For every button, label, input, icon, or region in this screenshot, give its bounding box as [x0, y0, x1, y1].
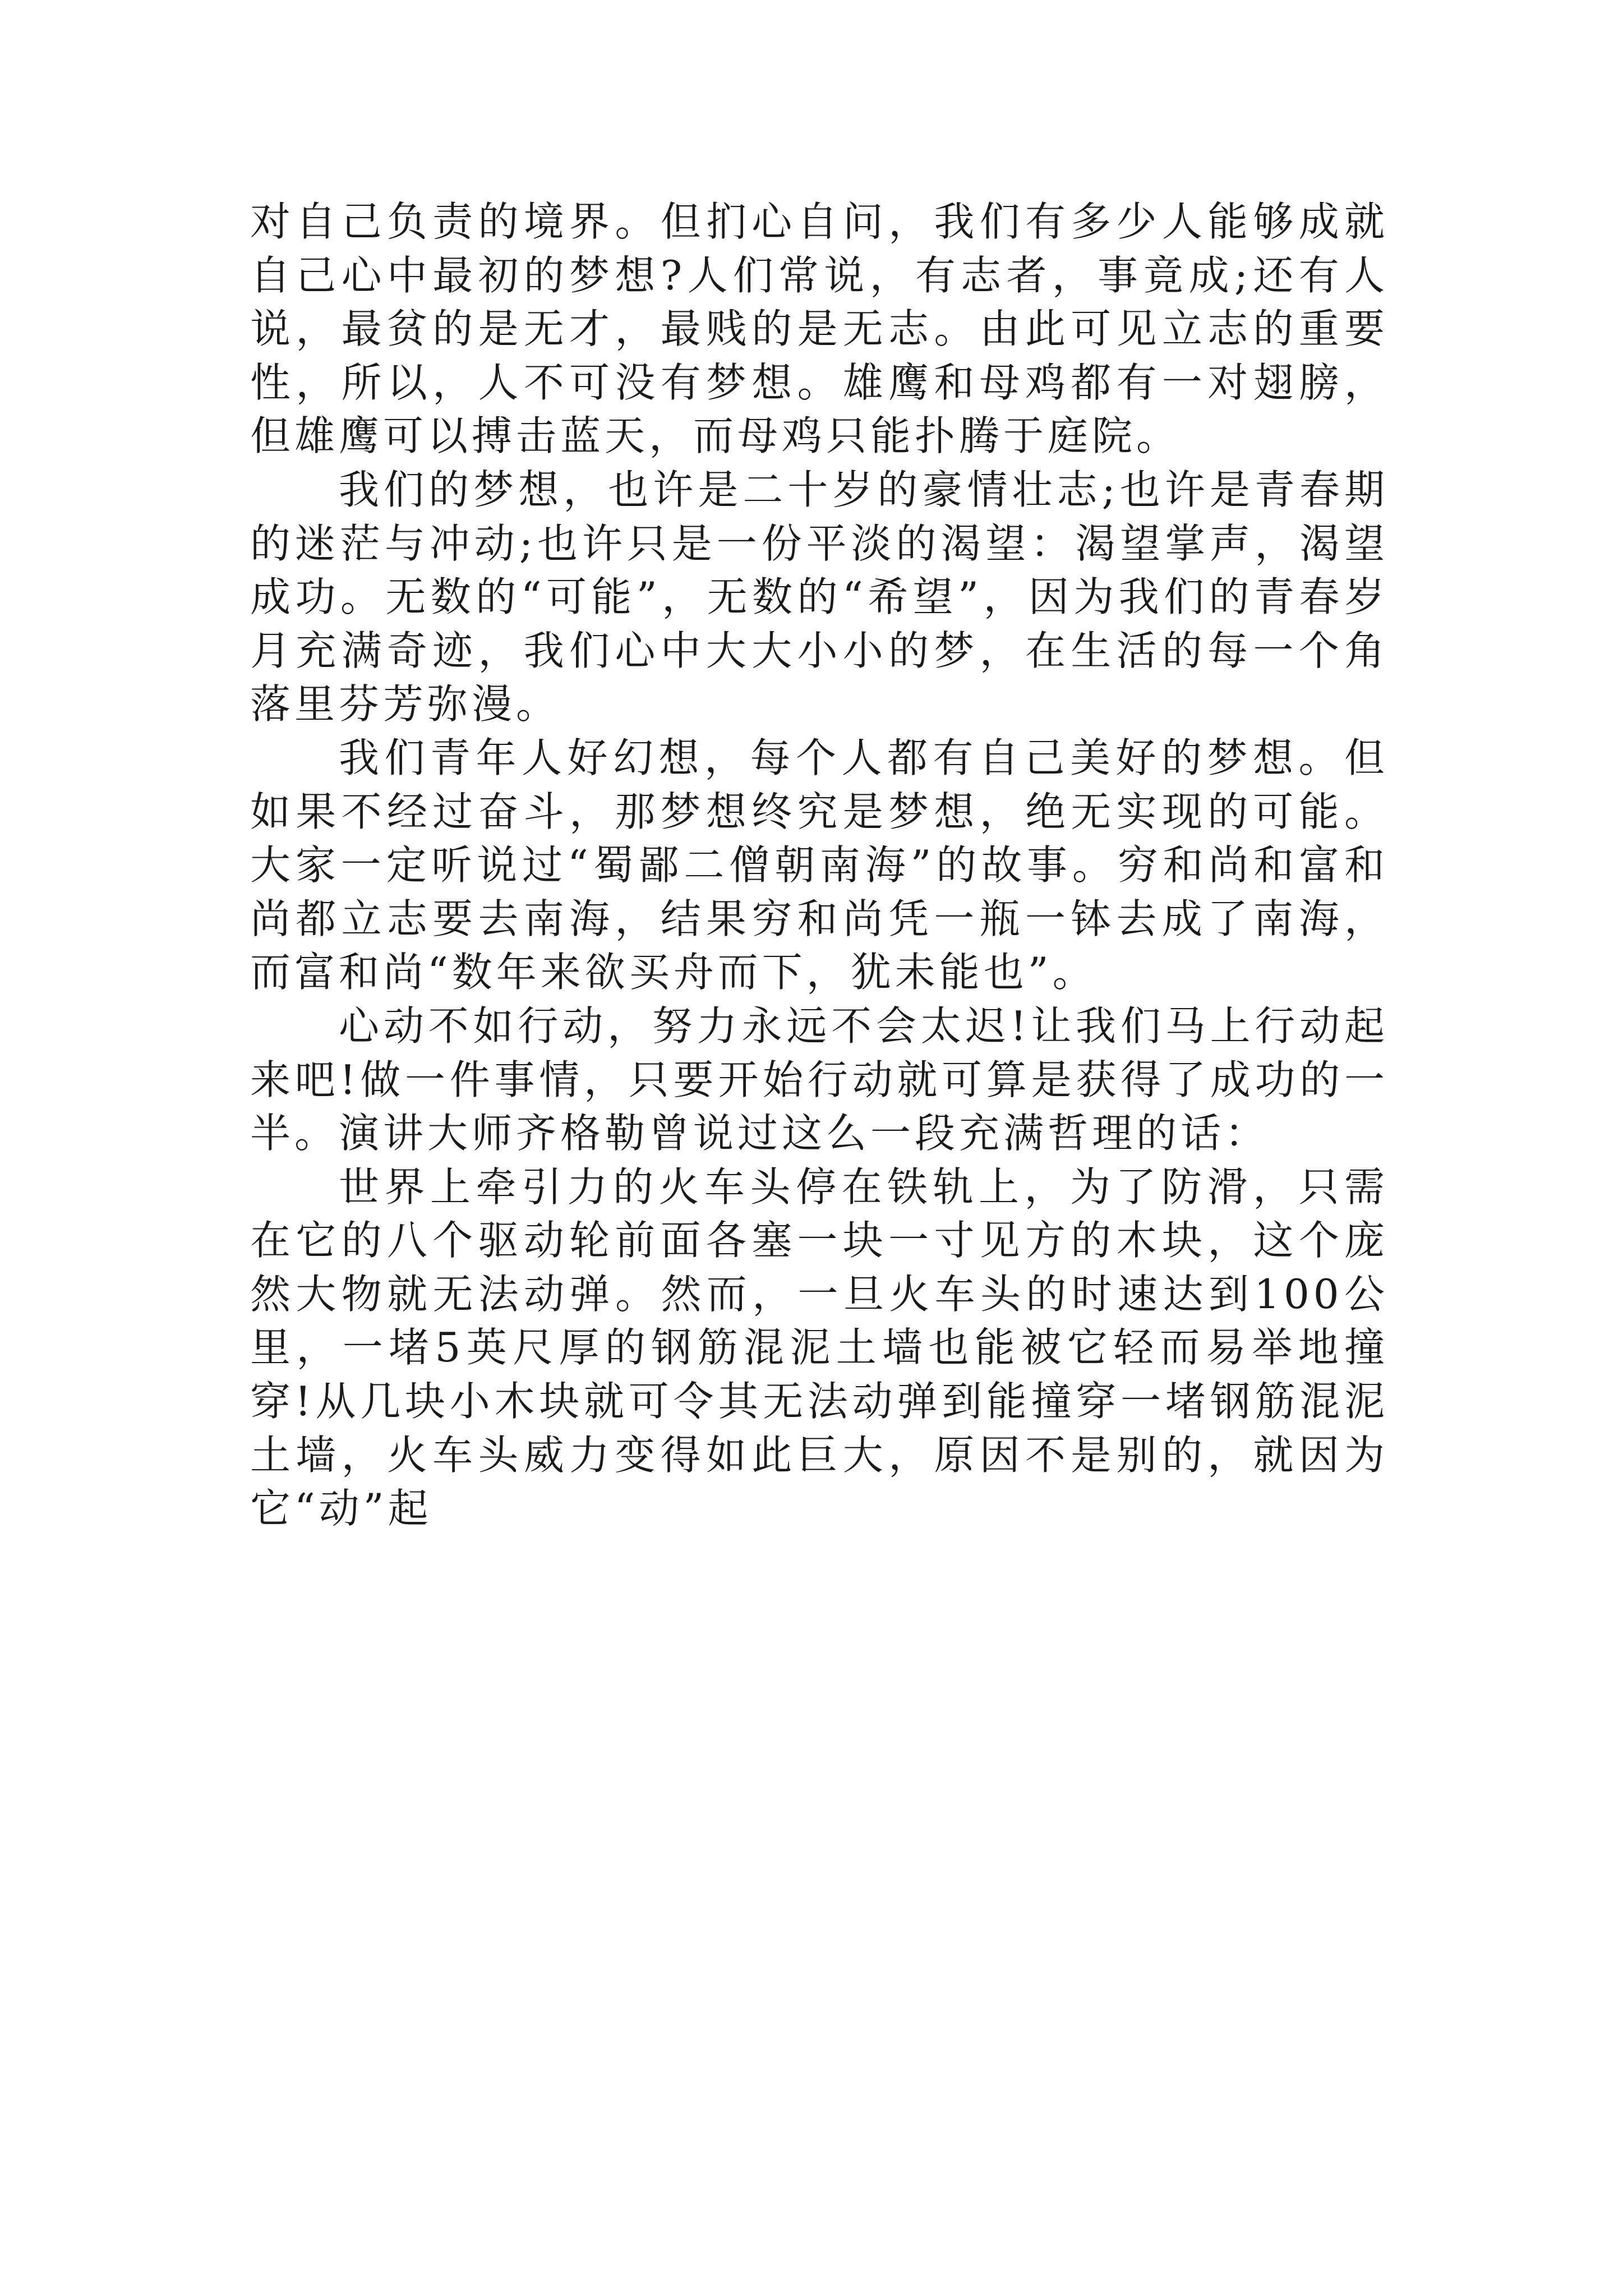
paragraph-5: 世界上牵引力的火车头停在铁轨上，为了防滑，只需在它的八个驱动轮前面各塞一块一寸见方的木块，这个庞然大物就无法动弹。然而，一旦火车头的时速达到100公里，一堵5英尺厚的钢筋混泥土墙也能被它轻而易举地撞穿!从几块小木块就可令其无法动弹到能撞穿一堵钢筋混泥土墙，火车头威力变得如此巨大，原因不是别的，就因为它“动”起: [250, 1163, 1389, 1533]
body-text: [250, 195, 1389, 1536]
paragraph-1: 对自己负责的境界。但扪心自问，我们有多少人能够成就自己心中最初的梦想?人们常说，有志者，事竟成;还有人说，最贫的是无才，最贱的是无志。由此可见立志的重要性，所以，人不可没有梦想。雄鹰和母鸡都有一对翅膀，但雄鹰可以搏击蓝天，而母鸡只能扑腾于庭院。: [250, 198, 1389, 460]
paragraph-3: 我们青年人好幻想，每个人都有自己美好的梦想。但如果不经过奋斗，那梦想终究是梦想，绝无实现的可能。大家一定听说过“蜀鄙二僧朝南海”的故事。穷和尚和富和尚都立志要去南海，结果穷和尚凭一瓶一钵去成了南海，而富和尚“数年来欲买舟而下，犹未能也”。: [250, 734, 1389, 996]
paragraph-2: 我们的梦想，也许是二十岁的豪情壮志;也许是青春期的迷茫与冲动;也许只是一份平淡的渴望：渴望掌声，渴望成功。无数的“可能”，无数的“希望”，因为我们的青春岁月充满奇迹，我们心中大大小小的梦，在生活的每一个角落里芬芳弥漫。: [250, 466, 1389, 728]
paragraph-4: 心动不如行动，努力永远不会太迟!让我们马上行动起来吧!做一件事情，只要开始行动就可算是获得了成功的一半。演讲大师齐格勒曾说过这么一段充满哲理的话：: [250, 1002, 1389, 1157]
